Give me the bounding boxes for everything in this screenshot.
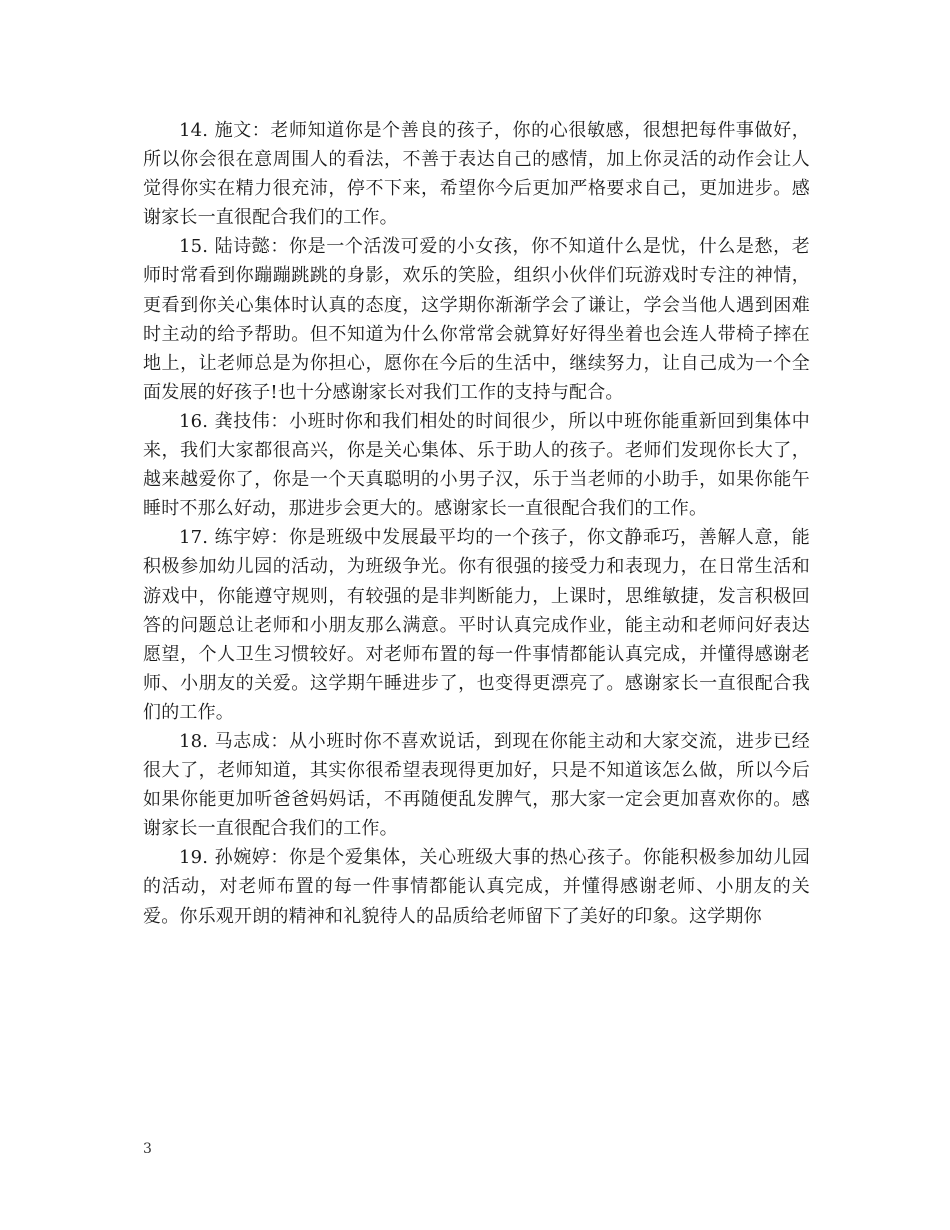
page-number: 3 (143, 1141, 152, 1157)
document-body (143, 116, 810, 931)
paragraph-15: 15. 陆诗懿：你是一个活泼可爱的小女孩，你不知道什么是忧，什么是愁，老师时常看到你蹦蹦跳跳的身影，欢乐的笑脸，组织小伙伴们玩游戏时专注的神情，更看到你关心集体时认真的态度，这学期你渐渐学会了谦让，学会当他人遇到困难时主动的给予帮助。但不知道为什么你常常会就算好好得坐着也会连人带椅子摔在地上，让老师总是为你担心，愿你在今后的生活中，继续努力，让自己成为一个全面发展的好孩子!也十分感谢家长对我们工作的支持与配合。 (143, 236, 810, 403)
paragraph-14: 14. 施文：老师知道你是个善良的孩子，你的心很敏感，很想把每件事做好，所以你会很在意周围人的看法，不善于表达自己的感情，加上你灵活的动作会让人觉得你实在精力很充沛，停不下来，希望你今后更加严格要求自己，更加进步。感谢家长一直很配合我们的工作。 (143, 120, 810, 229)
paragraph-16: 16. 龚技伟：小班时你和我们相处的时间很少，所以中班你能重新回到集体中来，我们大家都很高兴，你是关心集体、乐于助人的孩子。老师们发现你长大了，越来越爱你了，你是一个天真聪明的小男子汉，乐于当老师的小助手，如果你能午睡时不那么好动，那进步会更大的。感谢家长一直很配合我们的工作。 (143, 410, 810, 520)
paragraph-17: 17. 练宇婷：你是班级中发展最平均的一个孩子，你文静乖巧，善解人意，能积极参加幼儿园的活动，为班级争光。你有很强的接受力和表现力，在日常生活和游戏中，你能遵守规则，有较强的是非判断能力，上课时，思维敏捷，发言积极回答的问题总让老师和小朋友那么满意。平时认真完成作业，能主动和老师问好表达愿望，个人卫生习惯较好。对老师布置的每一件事情都能认真完成，并懂得感谢老师、小朋友的关爱。这学期午睡进步了，也变得更漂亮了。感谢家长一直很配合我们的工作。 (143, 527, 810, 723)
paragraph-18: 18. 马志成：从小班时你不喜欢说话，到现在你能主动和大家交流，进步已经很大了，老师知道，其实你很希望表现得更加好，只是不知道该怎么做，所以今后如果你能更加听爸爸妈妈话，不再随便乱发脾气，那大家一定会更加喜欢你的。感谢家长一直很配合我们的工作。 (143, 730, 810, 840)
paragraph-19: 19. 孙婉婷：你是个爱集体，关心班级大事的热心孩子。你能积极参加幼儿园的活动，对老师布置的每一件事情都能认真完成，并懂得感谢老师、小朋友的关爱。你乐观开朗的精神和礼貌待人的品质给老师留下了美好的印象。这学期你 (143, 847, 810, 927)
